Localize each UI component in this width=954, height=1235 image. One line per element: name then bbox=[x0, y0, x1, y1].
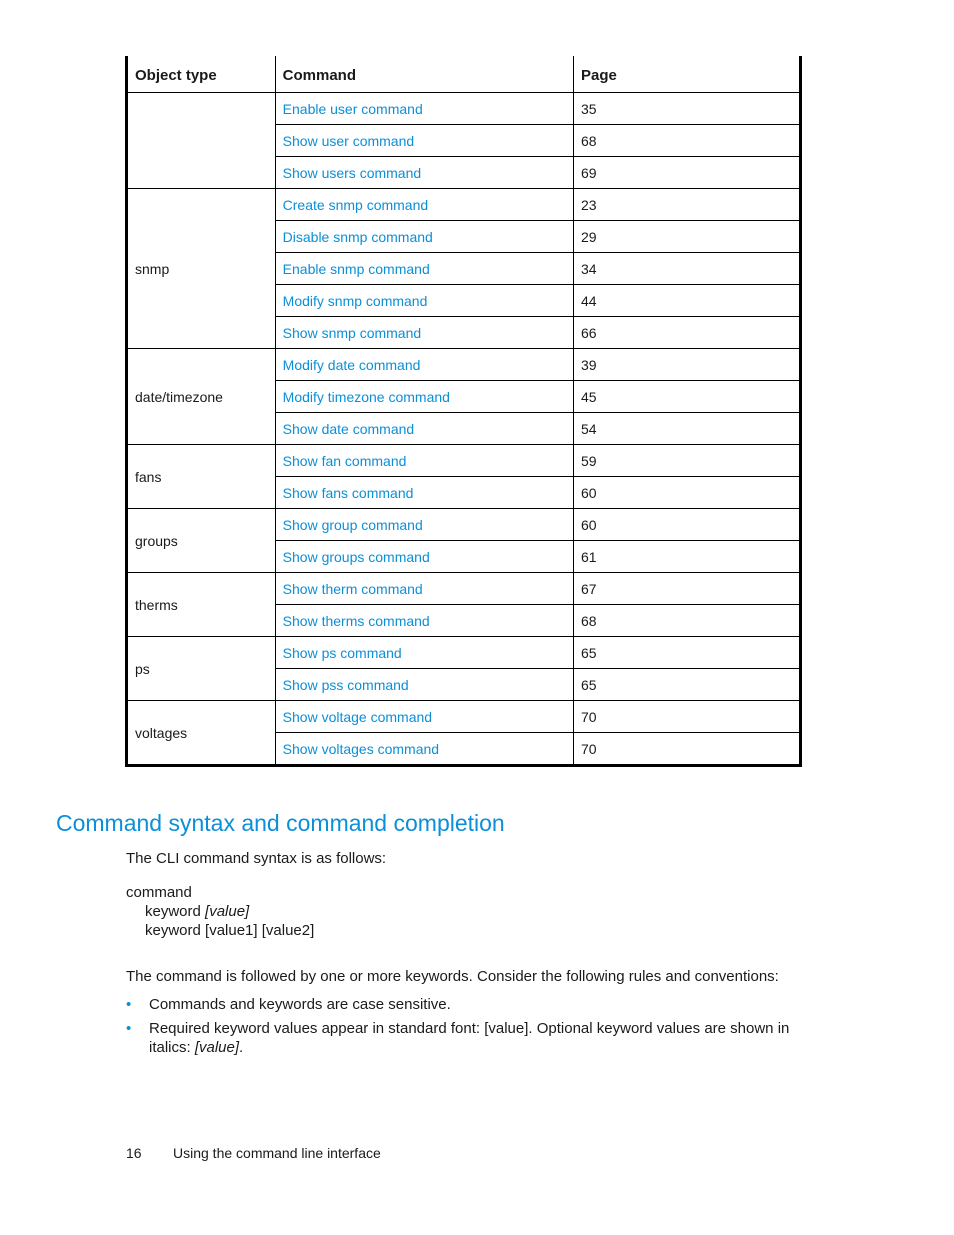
table-row bbox=[127, 509, 801, 541]
table-row bbox=[127, 189, 801, 221]
page-number-cell: 67 bbox=[573, 573, 800, 605]
command-cell bbox=[275, 93, 573, 125]
page-number-cell: 45 bbox=[573, 381, 800, 413]
command-cell bbox=[275, 573, 573, 605]
object-type-cell: fans bbox=[127, 445, 276, 509]
command-cell bbox=[275, 381, 573, 413]
table-row bbox=[127, 349, 801, 381]
command-cell bbox=[275, 477, 573, 509]
command-link[interactable]: Modify timezone command bbox=[282, 388, 450, 405]
command-cell bbox=[275, 605, 573, 637]
page-number-cell: 70 bbox=[573, 733, 800, 766]
command-link[interactable]: Show date command bbox=[282, 420, 415, 437]
command-cell bbox=[275, 189, 573, 221]
command-link[interactable]: Show group command bbox=[282, 516, 423, 533]
page-number-cell: 23 bbox=[573, 189, 800, 221]
table-row bbox=[127, 701, 801, 733]
command-cell bbox=[275, 221, 573, 253]
command-link[interactable]: Show ps command bbox=[282, 644, 402, 661]
command-link[interactable]: Show user command bbox=[282, 132, 415, 149]
command-link[interactable]: Show voltages command bbox=[282, 740, 440, 757]
table-row bbox=[127, 637, 801, 669]
command-link[interactable]: Show fans command bbox=[282, 484, 414, 501]
syntax-block bbox=[126, 883, 314, 940]
syntax-line-command: command bbox=[126, 884, 192, 901]
command-link[interactable]: Disable snmp command bbox=[282, 228, 433, 245]
rule-value-fonts: Required keyword values appear in standard font: [value]. Optional keyword values are shown in italics: bbox=[149, 1020, 790, 1056]
syntax-optional-value: [value] bbox=[205, 903, 250, 920]
bullet-icon: • bbox=[126, 996, 132, 1013]
command-cell bbox=[275, 445, 573, 477]
page-number-cell: 29 bbox=[573, 221, 800, 253]
command-cell bbox=[275, 317, 573, 349]
page-number-cell: 69 bbox=[573, 157, 800, 189]
rule-italic-value: [value] bbox=[194, 1039, 240, 1056]
page-number-cell: 61 bbox=[573, 541, 800, 573]
page-number-cell: 68 bbox=[573, 605, 800, 637]
table-row bbox=[127, 93, 801, 125]
object-type-cell: ps bbox=[127, 637, 276, 701]
syntax-keyword: keyword bbox=[145, 903, 206, 920]
page-number-cell: 54 bbox=[573, 413, 800, 445]
command-cell bbox=[275, 541, 573, 573]
command-cell bbox=[275, 413, 573, 445]
table-header-row bbox=[127, 56, 801, 93]
command-link[interactable]: Modify date command bbox=[282, 356, 421, 373]
command-link[interactable]: Show pss command bbox=[282, 676, 409, 693]
page-number-cell: 44 bbox=[573, 285, 800, 317]
footer-chapter-title: Using the command line interface bbox=[173, 1145, 381, 1161]
command-cell bbox=[275, 157, 573, 189]
page-number-cell: 60 bbox=[573, 477, 800, 509]
page-number-cell: 65 bbox=[573, 637, 800, 669]
object-type-cell: date/timezone bbox=[127, 349, 276, 445]
page-number-cell: 60 bbox=[573, 509, 800, 541]
command-cell bbox=[275, 637, 573, 669]
page-number-cell: 66 bbox=[573, 317, 800, 349]
rules-list bbox=[126, 995, 806, 1062]
list-item bbox=[126, 995, 806, 1014]
command-link[interactable]: Show groups command bbox=[282, 548, 430, 565]
header-command: Command bbox=[275, 56, 573, 93]
list-item bbox=[126, 1019, 806, 1057]
command-link[interactable]: Modify snmp command bbox=[282, 292, 428, 309]
command-cell bbox=[275, 125, 573, 157]
command-cell bbox=[275, 669, 573, 701]
command-link[interactable]: Show users command bbox=[282, 164, 422, 181]
footer-page-number: 16 bbox=[126, 1145, 142, 1161]
page-number-cell: 34 bbox=[573, 253, 800, 285]
rule-case-sensitive: Commands and keywords are case sensitive. bbox=[149, 996, 451, 1013]
command-cell bbox=[275, 349, 573, 381]
table-row bbox=[127, 445, 801, 477]
page-number-cell: 39 bbox=[573, 349, 800, 381]
page-number-cell: 70 bbox=[573, 701, 800, 733]
object-type-cell: therms bbox=[127, 573, 276, 637]
command-link[interactable]: Show therms command bbox=[282, 612, 430, 629]
command-link[interactable]: Show therm command bbox=[282, 580, 423, 597]
command-link[interactable]: Enable snmp command bbox=[282, 260, 430, 277]
command-cell bbox=[275, 733, 573, 766]
object-type-cell: snmp bbox=[127, 189, 276, 349]
page-number-cell: 59 bbox=[573, 445, 800, 477]
object-type-cell: voltages bbox=[127, 701, 276, 766]
page-number-cell: 65 bbox=[573, 669, 800, 701]
table-body bbox=[127, 93, 801, 766]
rules-intro: The command is followed by one or more keywords. Consider the following rules and conventions: bbox=[126, 968, 779, 985]
syntax-intro: The CLI command syntax is as follows: bbox=[126, 850, 387, 867]
table-row bbox=[127, 573, 801, 605]
command-link[interactable]: Show voltage command bbox=[282, 708, 433, 725]
command-cell bbox=[275, 285, 573, 317]
command-cell bbox=[275, 253, 573, 285]
command-link[interactable]: Enable user command bbox=[282, 100, 423, 117]
syntax-line-keyword-optional bbox=[126, 902, 314, 921]
object-type-cell: groups bbox=[127, 509, 276, 573]
command-link[interactable]: Create snmp command bbox=[282, 196, 429, 213]
section-title: Command syntax and command completion bbox=[56, 810, 505, 836]
command-link[interactable]: Show fan command bbox=[282, 452, 407, 469]
object-type-cell bbox=[127, 93, 276, 189]
syntax-line-keyword-values: keyword [value1] [value2] bbox=[145, 922, 315, 939]
command-cell bbox=[275, 509, 573, 541]
command-link[interactable]: Show snmp command bbox=[282, 324, 422, 341]
header-object-type: Object type bbox=[127, 56, 276, 93]
header-page: Page bbox=[573, 56, 800, 93]
page-number-cell: 68 bbox=[573, 125, 800, 157]
command-table bbox=[125, 56, 802, 767]
command-cell bbox=[275, 701, 573, 733]
rule-period: . bbox=[239, 1039, 244, 1056]
page-number-cell: 35 bbox=[573, 93, 800, 125]
bullet-icon: • bbox=[126, 1020, 132, 1037]
